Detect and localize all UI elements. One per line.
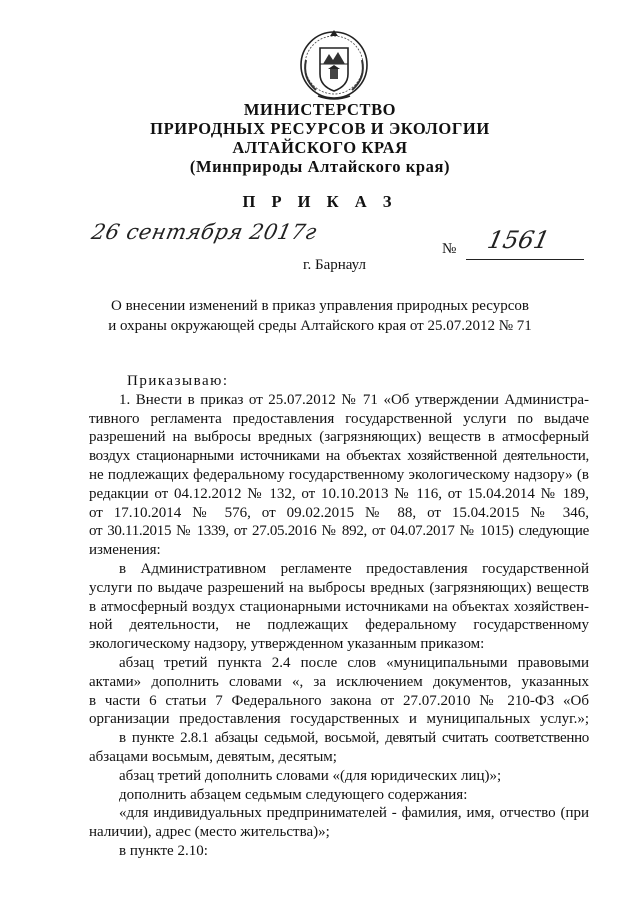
body-line: в пункте 2.8.1 абзацы седьмой, восьмой, девятый считать соответственно (119, 730, 589, 747)
body-line: 1. Внести в приказ от 25.07.2012 № 71 «Об утверждении Администра- (119, 391, 589, 408)
org-line: МИНИСТЕРСТВО (243, 100, 397, 119)
body-line: воздух стационарными источниками на объектах хозяйственной деятельности, (89, 448, 589, 465)
body-line: не подлежащих федеральному государственному экологическому надзору» (в (89, 466, 589, 483)
body-line: от 30.11.2015 № 1339, от 27.05.2016 № 892, от 04.07.2017 № 1015) следующие (89, 523, 589, 540)
body-line: абзацами восьмым, девятым, десятым; (89, 748, 337, 765)
body-line: разрешений на выбросы вредных (загрязняющих) веществ в атмосферный (89, 429, 589, 446)
body-line: в части 6 статьи 7 Федерального закона от 27.07.2010 № 210-ФЗ «Об (89, 692, 589, 709)
subject-line: О внесении изменений в приказ управления природных ресурсов (110, 298, 529, 314)
number-label: № (442, 241, 457, 257)
body-line: дополнить абзацем седьмым следующего содержания: (119, 786, 468, 803)
body-line: организации предоставления государственных и муниципальных услуг.»; (89, 711, 589, 728)
body-line: услуги по выдаче разрешений на выбросы вредных (загрязняющих) веществ (89, 579, 589, 596)
body-line: наличии), адрес (место жительства)»; (89, 824, 330, 841)
body-line: изменения: (89, 542, 161, 559)
document-type: П Р И К А З (242, 192, 398, 211)
body-line: в пункте 2.10: (119, 842, 208, 859)
organization-name (0, 100, 640, 176)
body-line: ной деятельности, не подлежащих федеральному государственному (89, 617, 589, 634)
handwritten-number: 1561 (485, 226, 553, 254)
body-line: редакции от 04.12.2012 № 132, от 10.10.2013 № 116, от 15.04.2014 № 189, (89, 485, 589, 502)
order-subject (0, 296, 640, 336)
city: г. Барнаул (303, 257, 366, 273)
body-line: Приказываю: (127, 373, 229, 389)
body-line: экологическому надзору, утвержденном указанным приказом: (89, 636, 485, 653)
order-body (89, 372, 589, 861)
handwritten-date: 26 сентября 2017г (89, 220, 320, 244)
number-underline (466, 259, 584, 260)
body-line: от 17.10.2014 № 576, от 09.02.2015 № 88, от 15.04.2015 № 346, (89, 504, 589, 521)
coat-of-arms-emblem (298, 24, 370, 106)
body-line: в атмосферный воздух стационарными источниками на объектах хозяйствен- (89, 598, 589, 615)
org-line: АЛТАЙСКОГО КРАЯ (232, 138, 408, 157)
body-line: абзац третий пункта 2.4 после слов «муниципальными правовыми (119, 654, 589, 671)
org-line: (Минприроды Алтайского края) (189, 157, 451, 176)
body-line: актами» дополнить словами «, за исключением документов, указанных (89, 673, 589, 690)
body-line: абзац третий дополнить словами «(для юридических лиц)»; (119, 767, 502, 784)
body-line: тивного регламента предоставления государственной услуги по выдаче (89, 410, 589, 427)
body-line: в Административном регламенте предоставления государственной (119, 560, 589, 577)
body-line: «для индивидуальных предпринимателей - фамилия, имя, отчество (при (119, 805, 589, 822)
org-line: ПРИРОДНЫХ РЕСУРСОВ И ЭКОЛОГИИ (150, 119, 490, 138)
subject-line: и охраны окружающей среды Алтайского края от 25.07.2012 № 71 (108, 318, 532, 334)
